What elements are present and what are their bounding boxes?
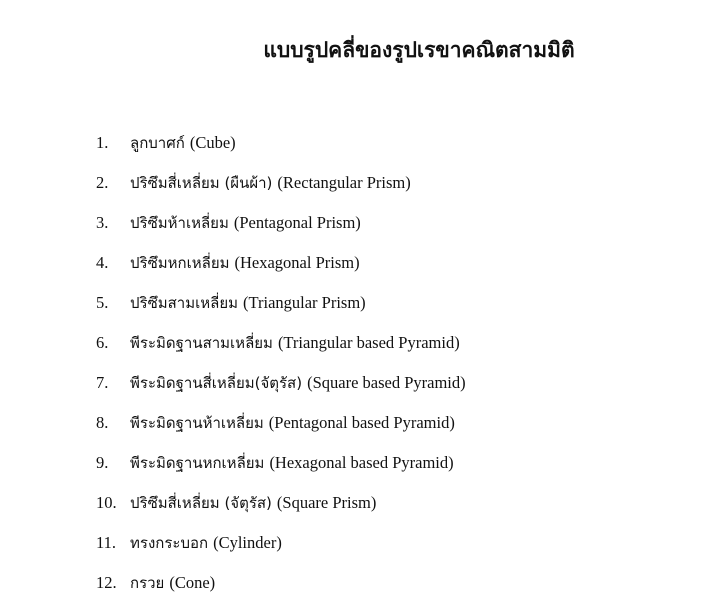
item-english-name: (Cone) xyxy=(169,573,216,592)
item-english-name: (Cylinder) xyxy=(213,533,282,552)
item-number: 2. xyxy=(96,173,109,192)
item-thai-name: ทรงกระบอก xyxy=(130,534,209,552)
item-english-name: (Pentagonal based Pyramid) xyxy=(268,413,455,432)
item-thai-name: ปริซึมสี่เหลี่ยม (ผืนผ้า) xyxy=(130,174,273,192)
item-thai-name: ปริซึมห้าเหลี่ยม xyxy=(130,214,229,232)
item-english-name: (Hexagonal based Pyramid) xyxy=(269,453,454,472)
item-number: 6. xyxy=(96,333,109,352)
item-thai-name: ปริซึมสี่เหลี่ยม (จัตุรัส) xyxy=(130,494,272,512)
item-number: 12. xyxy=(96,573,117,592)
item-thai-name: พีระมิดฐานสามเหลี่ยม xyxy=(130,334,273,352)
item-english-name: (Triangular Prism) xyxy=(243,293,366,312)
item-thai-name: พีระมิดฐานสี่เหลี่ยม(จัตุรัส) xyxy=(130,374,303,392)
item-number: 10. xyxy=(96,493,117,512)
item-number: 8. xyxy=(96,413,109,432)
list-item xyxy=(96,363,466,403)
list-item xyxy=(96,563,466,603)
item-number: 9. xyxy=(96,453,109,472)
list-item xyxy=(96,203,466,243)
item-number: 3. xyxy=(96,213,109,232)
list-item xyxy=(96,283,466,323)
item-thai-name: พีระมิดฐานหกเหลี่ยม xyxy=(130,454,265,472)
item-thai-name: ปริซึมสามเหลี่ยม xyxy=(130,294,238,312)
list-item xyxy=(96,403,466,443)
list-item xyxy=(96,323,466,363)
list-item xyxy=(96,163,466,203)
item-thai-name: กรวย xyxy=(130,574,165,592)
page-title: แบบรูปคลี่ของรูปเรขาคณิตสามมิติ xyxy=(263,38,575,62)
item-english-name: (Rectangular Prism) xyxy=(277,173,411,192)
item-english-name: (Square Prism) xyxy=(276,493,377,512)
item-thai-name: พีระมิดฐานห้าเหลี่ยม xyxy=(130,414,264,432)
item-number: 5. xyxy=(96,293,109,312)
item-number: 4. xyxy=(96,253,109,272)
item-number: 1. xyxy=(96,133,109,152)
item-english-name: (Pentagonal Prism) xyxy=(233,213,361,232)
list-item xyxy=(96,123,466,163)
item-thai-name: ลูกบาศก์ xyxy=(130,134,185,152)
list-item xyxy=(96,443,466,483)
item-english-name: (Square based Pyramid) xyxy=(307,373,466,392)
list-item xyxy=(96,243,466,283)
item-number: 7. xyxy=(96,373,109,392)
item-thai-name: ปริซึมหกเหลี่ยม xyxy=(130,254,230,272)
list-item xyxy=(96,483,466,523)
item-english-name: (Triangular based Pyramid) xyxy=(277,333,460,352)
item-number: 11. xyxy=(96,533,117,552)
item-english-name: (Hexagonal Prism) xyxy=(234,253,360,272)
list-item xyxy=(96,523,466,563)
shape-list xyxy=(96,123,466,603)
item-english-name: (Cube) xyxy=(189,133,236,152)
